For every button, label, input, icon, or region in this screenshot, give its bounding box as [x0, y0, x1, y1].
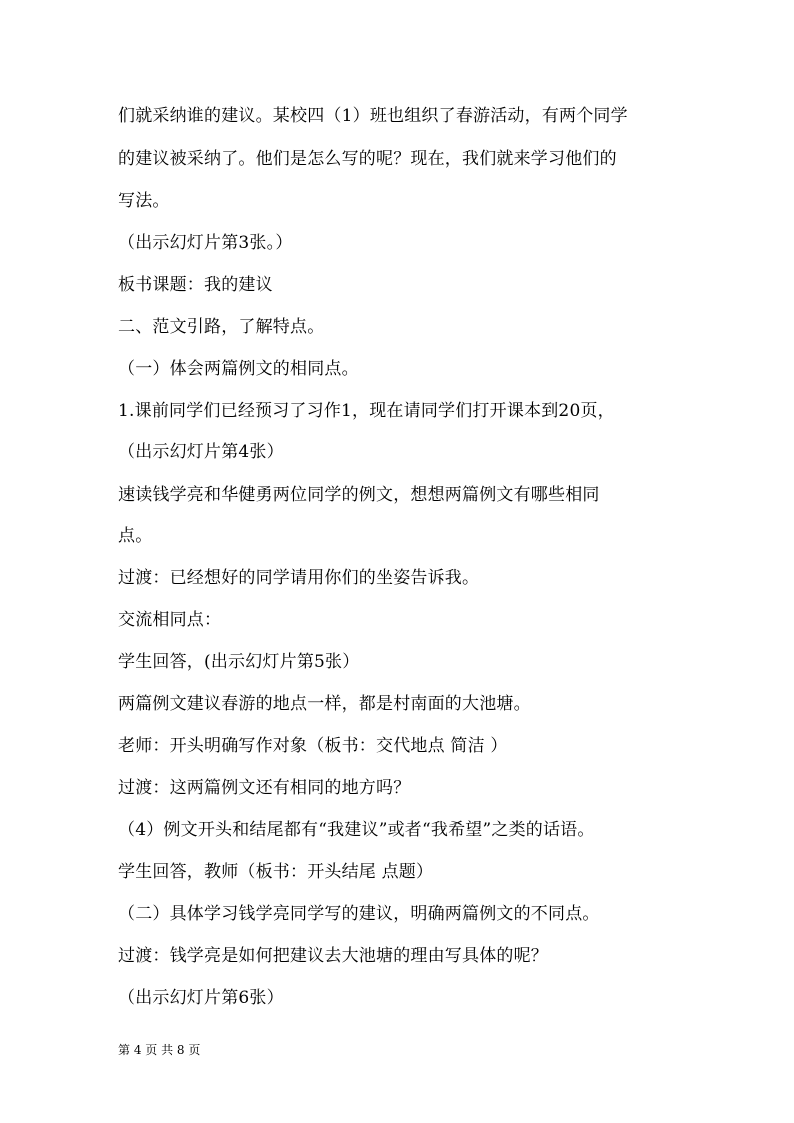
- body-text-line: 1.课前同学们已经预习了习作1，现在请同学们打开课本到20页，: [118, 401, 615, 421]
- body-text-line: 交流相同点：: [118, 610, 222, 630]
- body-text-line: 学生回答，(出示幻灯片第5张）: [118, 652, 360, 672]
- body-text-line: 的建议被采纳了。他们是怎么写的呢？现在，我们就来学习他们的: [118, 149, 617, 169]
- subsection-heading: （一）体会两篇例文的相同点。: [118, 359, 359, 379]
- body-text-line: 写法。: [118, 191, 170, 211]
- body-text-line: （出示幻灯片第3张。）: [118, 233, 293, 253]
- body-text-line: 学生回答，教师（板书：开头结尾 点题）: [118, 862, 434, 882]
- body-text-line: 速读钱学亮和华健勇两位同学的例文，想想两篇例文有哪些相同: [118, 485, 600, 505]
- body-text-line: 点。: [118, 526, 153, 546]
- section-heading: 二、范文引路，了解特点。: [118, 317, 325, 337]
- body-text-line: 两篇例文建议春游的地点一样，都是村南面的大池塘。: [118, 694, 531, 714]
- body-text-line: （出示幻灯片第6张）: [118, 988, 284, 1008]
- page-number-footer: 第 4 页 共 8 页: [118, 1043, 201, 1057]
- body-text-line: 们就采纳谁的建议。某校四（1）班也组织了春游活动，有两个同学: [118, 106, 628, 126]
- body-text-line: 老师：开头明确写作对象（板书：交代地点 简洁 ）: [118, 736, 508, 756]
- body-text-line: （4）例文开头和结尾都有“我建议”或者“我希望”之类的话语。: [118, 820, 595, 840]
- body-text-line: 过渡：已经想好的同学请用你们的坐姿告诉我。: [118, 568, 480, 588]
- body-text-line: 过渡：钱学亮是如何把建议去大池塘的理由写具体的呢？: [118, 946, 548, 966]
- body-text-line: 板书课题：我的建议: [118, 275, 273, 295]
- body-text-line: 过渡：这两篇例文还有相同的地方吗？: [118, 778, 411, 798]
- subsection-heading: （二）具体学习钱学亮同学写的建议，明确两篇例文的不同点。: [118, 904, 600, 924]
- body-text-line: （出示幻灯片第4张）: [118, 442, 284, 462]
